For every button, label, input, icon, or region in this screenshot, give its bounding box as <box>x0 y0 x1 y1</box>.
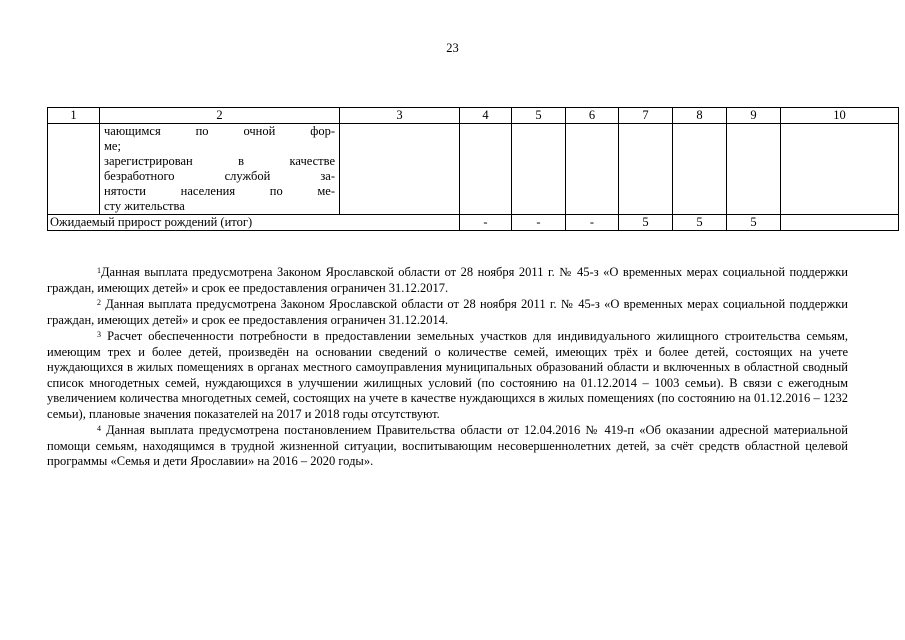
footnote-text: Данная выплата предусмотрена Законом Ярославской области от 28 ноября 2011 г. № 45-з «О временных мерах социальной поддержки граждан, имеющих детей» и срок ее предоставления ограничен 31.12.2017. <box>47 265 848 295</box>
table-cell <box>48 124 100 215</box>
data-table <box>47 107 899 231</box>
text-line: нятости населения по ме- <box>104 184 335 198</box>
total-cell: - <box>512 215 566 231</box>
column-number-row <box>48 108 899 124</box>
table-cell <box>512 124 566 215</box>
column-header: 7 <box>619 108 673 124</box>
footnote-text: Данная выплата предусмотрена Законом Ярославской области от 28 ноября 2011 г. № 45-з «О временных мерах социальной поддержки граждан, имеющих детей» и срок ее предоставления ограничен 31.12.2014. <box>47 297 848 327</box>
text-line: безработного службой за- <box>104 169 335 183</box>
footnote-text: Расчет обеспеченности потребности в предоставлении земельных участков для индивидуального жилищного строительства семьям, имеющим трех и более детей, произведён на основании сведений о количестве семей, имеющих трёх и более детей, состоящих на учете нуждающихся в жилых помещениях в органах местного самоуправления муниципальных образований области и включенных в областной сводный список многодетных семей, нуждающихся в улучшении жилищных условий (по состоянию на 01.12.2014 – 1003 семьи). В связи с ежегодным увеличением количества многодетных семей, состоящих на учете в качестве нуждающихся в жилых помещениях (по состоянию на 01.12.2016 – 1232 семьи), плановые значения показателей на 2017 и 2018 годы отсутствуют. <box>47 329 848 421</box>
footnote-text: Данная выплата предусмотрена постановлением Правительства области от 12.04.2016 № 419-п «Об оказании адресной материальной помощи семьям, находящимся в трудной жизненной ситуации, воспитывающим несовершеннолетних детей, за счёт средств областной целевой программы «Семья и дети Ярославии» на 2016 – 2020 годы». <box>47 423 848 468</box>
total-cell: - <box>566 215 619 231</box>
table-cell <box>727 124 781 215</box>
text-line: зарегистрирован в качестве <box>104 154 335 168</box>
footnote-mark: 1 <box>97 266 101 275</box>
table-cell <box>619 124 673 215</box>
column-header: 4 <box>460 108 512 124</box>
footnote <box>47 329 848 422</box>
table-cell <box>566 124 619 215</box>
total-cell: 5 <box>727 215 781 231</box>
column-header: 9 <box>727 108 781 124</box>
footnote-mark: 2 <box>97 298 101 307</box>
table-cell <box>460 124 512 215</box>
column-header: 2 <box>100 108 340 124</box>
continuation-text <box>104 124 335 214</box>
total-cell: 5 <box>619 215 673 231</box>
table-cell <box>673 124 727 215</box>
text-line: ме; <box>104 139 121 153</box>
footnote <box>47 423 848 470</box>
total-label: Ожидаемый прирост рождений (итог) <box>48 215 460 231</box>
column-header: 1 <box>48 108 100 124</box>
total-cell <box>781 215 899 231</box>
table-cell <box>340 124 460 215</box>
table-row <box>48 124 899 215</box>
column-header: 5 <box>512 108 566 124</box>
table-cell <box>100 124 340 215</box>
total-row <box>48 215 899 231</box>
total-cell: 5 <box>673 215 727 231</box>
text-line: чающимся по очной фор- <box>104 124 335 138</box>
column-header: 8 <box>673 108 727 124</box>
column-header: 3 <box>340 108 460 124</box>
table-cell <box>781 124 899 215</box>
footnote-mark: 4 <box>97 424 101 433</box>
column-header: 10 <box>781 108 899 124</box>
footnote <box>47 265 848 296</box>
text-line: сту жительства <box>104 199 185 213</box>
footnotes <box>47 265 848 471</box>
footnote <box>47 297 848 328</box>
column-header: 6 <box>566 108 619 124</box>
footnote-mark: 3 <box>97 330 101 339</box>
total-cell: - <box>460 215 512 231</box>
page-number: 23 <box>446 41 459 55</box>
